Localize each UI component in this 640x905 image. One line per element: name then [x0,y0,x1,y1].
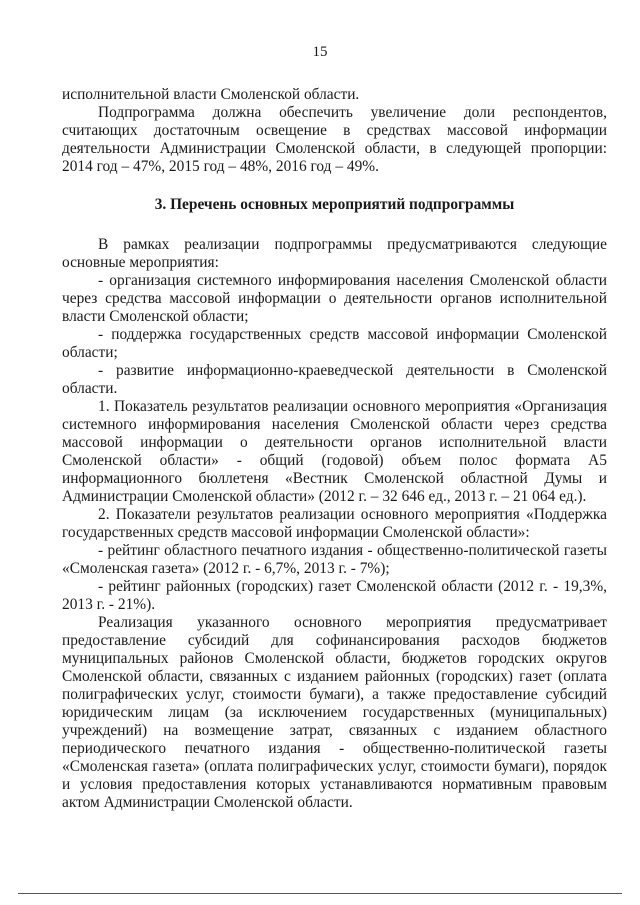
page-number: 15 [312,44,328,60]
list-item-district-rating: - рейтинг районных (городских) газет Смоленской области (2012 г. - 19,3%, 2013 г. - 21%). [62,578,607,613]
paragraph-subsidies: Реализация указанного основного мероприятия предусматривает предоставление субсидий для софинансирования расходов бюджетов муниципальных районов Смоленской области, бюджетов городских округов Смоленской области, связанных с изданием районных (городских) газет (оплата полиграфических услуг, стоимости бумаги), а также предоставление субсидий юридическим лицам (за исключением государственных (муниципальных) учреждений) на возмещение затрат, связанных с изданием областного периодического печатного издания - общественно-политической газеты «Смоленская газета» (оплата полиграфических услуг, стоимости бумаги), порядок и условия предоставления которых устанавливаются нормативным правовым актом Администрации Смоленской области. [62,614,607,811]
paragraph-indicator-2: 2. Показатели результатов реализации основного мероприятия «Поддержка государственных средств массовой информации Смоленской области»: [62,506,607,541]
paragraph-indicator-1: 1. Показатель результатов реализации основного мероприятия «Организация системного информирования населения Смоленской области через средства массовой информации о деятельности органов исполнительной власти Смоленской области» - общий (годовой) объем полос формата А5 информационного бюллетеня «Вестник Смоленской областной Думы и Администрации Смоленской области» (2012 г. – 32 646 ед., 2013 г. – 21 064 ед.). [62,398,607,505]
section-heading: 3. Перечень основных мероприятий подпрограммы [154,196,515,213]
list-item-local-history: - развитие информационно-краеведческой деятельности в Смоленской области. [62,362,607,397]
bottom-rule [18,893,622,894]
paragraph-intro: В рамках реализации подпрограммы предусматриваются следующие основные мероприятия: [62,236,607,271]
paragraph-continuation: исполнительной власти Смоленской области. [62,86,360,103]
paragraph-target-proportions: Подпрограмма должна обеспечить увеличение доли респондентов, считающих достаточным освещение в средствах массовой информации деятельности Администрации Смоленской области, в следующей пропорции: 2014 год – 47%, 2015 год – 48%, 2016 год – 49%. [62,104,607,175]
list-item-informing: - организация системного информирования населения Смоленской области через средства массовой информации о деятельности органов исполнительной власти Смоленской области; [62,272,607,325]
document-body [62,86,607,812]
list-item-media-support: - поддержка государственных средств массовой информации Смоленской области; [62,326,607,361]
list-item-regional-rating: - рейтинг областного печатного издания - общественно-политической газеты «Смоленская газета» (2012 г. - 6,7%, 2013 г. - 7%); [62,542,607,577]
